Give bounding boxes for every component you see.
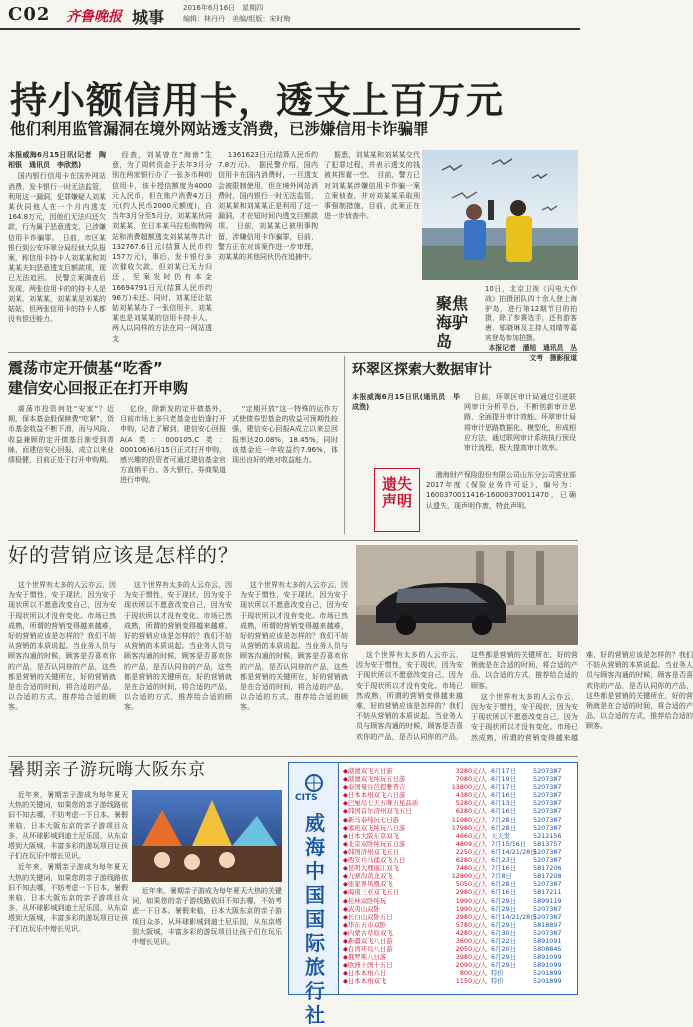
route-name: ◆日本大阪东京双飞 [343, 831, 400, 840]
route-row [343, 840, 575, 848]
japan-trip-text: 近年来，暑期亲子游成为每年夏天大热的关键词，如果您的亲子游线路依旧不知去哪，不妨考虑一下日本。暑假来临，日本大阪东京的亲子游项目众多，从环球影城到迪士尼乐园，从东京塔到大阪城，丰富多彩的游玩项目让孩子们在玩乐中增长见识。 [8, 791, 128, 861]
fund-col-2-text: 亿份，除新发的定开债基外，目前市场上多只老基金也恰逢打开申购，记者了解到，建信安心回报A(A类：000105,C类：000106)6月15日正式打开申购，感兴趣的投资者可通过建信基金官方直销平台、各大银行，券商渠道进行申购。 [120, 405, 226, 485]
route-row [343, 824, 575, 832]
route-row [343, 913, 575, 921]
car-scene [356, 545, 578, 645]
theme-park-photo [132, 790, 282, 882]
lead-byline: 本报威海6月15日讯(记者 陶相银 通讯员 李欣然) [8, 151, 106, 170]
route-name: ◆海南三亚双飞五日 [343, 888, 400, 897]
route-name: ◆港澳双飞纯玩五日游 [343, 775, 406, 784]
lead-col-3 [218, 150, 318, 340]
route-price: 4380元/人 [455, 791, 487, 800]
route-phone: 5891099 [533, 961, 562, 970]
ad-brand-panel [289, 763, 339, 1027]
route-date: 6月28日 [491, 823, 516, 832]
marketing-text: 这个世界有太多的人云亦云，因为安于惯性，安于现状，因为安于现状所以不愿意改变自己，因为安于现状所以才没有变化。市场已然成熟，所谓的营销变得越来越难，好的营销应该是怎样的？我们不妨从营销的本质说起。当业务人员与顾客沟通的时候，顾客是否喜欢你的产品，是否认同你的产品，这些都是营销的关键所在，好的营销就是在合适的时间，将合适的产品，以合适的方式，推荐给合适的顾客。 [8, 581, 116, 712]
route-phone: 5207387 [533, 904, 562, 913]
route-date: 6月29日 [491, 961, 516, 970]
route-phone: 5808845 [533, 945, 562, 954]
notice-body [426, 470, 576, 532]
japan-trip-text: 近年来，暑期亲子游成为每年夏天大热的关键词，如果您的亲子游线路依旧不知去哪，不妨考虑一下日本。暑假来临，日本大阪东京的亲子游项目众多，从环球影城到迪士尼乐园，从东京塔到大阪城，丰富多彩的游玩项目让孩子们在玩乐中增长见识。 [132, 887, 282, 947]
route-price: 4280元/人 [455, 928, 487, 937]
section-name: 城事 [132, 8, 165, 27]
audit-col-1 [352, 392, 460, 462]
route-phone: 5201899 [533, 977, 562, 986]
fund-col-3-text: “定期开放”这一特殊的运作方式使债券型基金的收益可预期性较强，建信安心回报A成立以来总回报率达20.08%，18.45%，同时该基金近一年收益约7.96%，体现出良好的绝对收益能力。 [232, 405, 338, 465]
japan-trip-title: 暑期亲子游玩嗨大阪东京 [8, 760, 206, 780]
route-price: 13800元/人 [451, 783, 487, 792]
photo-story-title [436, 294, 482, 351]
route-row [343, 767, 575, 775]
route-row [343, 977, 575, 985]
route-name: ◆日本本州六日 [343, 969, 387, 978]
route-price: 3280元/人 [455, 767, 487, 775]
route-date: 6月13日 [491, 799, 516, 808]
route-phone: 5891091 [533, 936, 562, 945]
route-date: 6月17日 [491, 767, 516, 775]
route-name: ◆张家界凤凰双飞 [343, 880, 393, 889]
lead-col-2-text: 经查，刘某曾在“海南”生意，为了周转资金于去年3月分别在两家银行办了一张多币种的信用卡，该卡授信额度为4000元人民币，但在账户消费4万日元(约人民币2000元额度)，自当年3月分至5月分，刘某某伙同刘某某，在日本某马拉松购物网站和消费超额透支刘某某等共计132767.6日元(结算人民币约157万元)，事后，发卡银行多次催收欠款，但刘某已无力归还，至案发时仍有本金16694791日元(结算人民币约96万)未还。同时，刘某还让姑姑刘某某办了一张信用卡，刘某某也是刘某某的信用卡持卡人，两人以同样的方法在同一网站透支 [112, 151, 212, 343]
route-price: 2050元/人 [455, 945, 487, 954]
route-date: 6月29日 [491, 953, 516, 962]
route-price: 6280元/人 [455, 856, 487, 865]
route-price: 1990元/人 [455, 904, 487, 913]
route-phone: 5207387 [533, 912, 562, 921]
route-phone: 5207387 [533, 928, 562, 937]
photo-title-line: 聚焦 [436, 294, 469, 313]
fund-col-2 [120, 404, 226, 534]
haiyu-island-photo [422, 150, 578, 280]
route-phone: 5207387 [533, 880, 562, 889]
lead-col-4-text: 据悉，刘某某和刘某某交代了犯罪过程，并表示透支的钱被其挥霍一空。 目前，警方已对刘某某涉嫌信用卡诈骗一案立案侦查，并对刘某某采取刑事强制措施，目前，此案正在进一步侦查中。 [324, 151, 420, 221]
audit-story-title: 环翠区探索大数据审计 [352, 362, 492, 378]
route-row [343, 921, 575, 929]
route-phone: 5817206 [533, 864, 562, 873]
marketing-text: 这个世界有太多的人云亦云，因为安于惯性，安于现状，因为安于现状所以不愿意改变自己，因为安于现状所以才没有变化。市场已然成熟，所谓的营销变得越来越难，好的营销应该是怎样的？我们不妨从营销的本质说起。当业务人员与顾客沟通的时候，顾客是否喜欢你的产品，是否认同你的产品，这些都是营销的关键所在，好的营销就是在合适的时间，将合适的产品，以合适的方式，推荐给合适的顾客。 [240, 581, 348, 712]
route-price: 7480元/人 [455, 864, 487, 873]
route-price: 5050元/人 [455, 880, 487, 889]
route-phone: 5817208 [533, 872, 562, 881]
route-list [343, 767, 575, 986]
route-phone: 5207387 [533, 799, 562, 808]
route-date: 7月15/16日 [491, 839, 527, 848]
route-phone: 5201899 [533, 969, 562, 978]
route-name: ◆韩国首尔济州双飞五日 [343, 807, 412, 816]
route-date: 6月16日 [491, 791, 516, 800]
route-row [343, 945, 575, 953]
route-date: 6月14/21/28日 [491, 847, 537, 856]
route-row [343, 807, 575, 815]
route-date: 6月16日 [491, 807, 516, 816]
route-price: 4660元/人 [455, 831, 487, 840]
route-phone: 5207387 [533, 791, 562, 800]
route-date: 7月16日 [491, 864, 516, 873]
marketing-body [8, 580, 348, 752]
route-phone: 5818897 [533, 920, 562, 929]
route-row [343, 905, 575, 913]
route-date: 6月14/21/28日 [491, 912, 537, 921]
divider [8, 540, 578, 541]
lead-col-1-text: 国内银行信用卡在国外网站消费，发卡银行一时无法监管，利用这一漏洞，犯罪嫌疑人刘某某伙同他人在一个月内透支164.8万元，因他们无法归还欠款，行为属于恶意透支，已涉嫌信用卡诈骗罪。 日前，市区某银行到公安环翠分局经侦大队报案，称信用卡持卡人刘某某和刘某某夫妇恶意透支巨额款项，现已无法追回。 民警立案调查后发现，两张信用卡的的持卡人是刘某、刘某某，刘某某是刘某的姑姑，但两张信用卡的持卡人都没有偿还能力。 [8, 172, 106, 324]
route-date: 6月29日 [491, 920, 516, 929]
masthead-meta [183, 3, 290, 25]
route-phone: 5891099 [533, 953, 562, 962]
notice-title [382, 476, 414, 510]
route-row [343, 832, 575, 840]
ad-logo-text: CITS [295, 793, 318, 803]
route-phone: 5207387 [533, 807, 562, 816]
route-phone: 5207387 [533, 823, 562, 832]
route-date: 6月20日 [491, 945, 516, 954]
route-row [343, 888, 575, 896]
fund-story-title [8, 358, 338, 398]
fund-title-line-1: 震荡市定开债基“吃香” [8, 359, 163, 377]
route-date: 6月17日 [491, 783, 516, 792]
route-price: 1150元/人 [455, 977, 487, 986]
route-name: ◆港澳双飞五日游 [343, 767, 393, 775]
notice-text: 渤海财产保险股份有限公司山东分公司营业部2017年度《保险业务许可证》，编号为：1600370011416-16000370011470，已确认遗失，现声明作废，特此声明。 [426, 471, 576, 510]
route-price: 800元/人 [459, 969, 487, 978]
route-phone: 5207387 [533, 856, 562, 865]
marketing-body-right [356, 650, 693, 750]
route-date: 6月16日 [491, 888, 516, 897]
route-price: 2980元/人 [455, 912, 487, 921]
photo-credit: 本报记者 潘旭 通讯员 丛文考 摄影报道 [488, 343, 577, 362]
masthead [0, 0, 580, 30]
route-name: ◆内蒙古草原双飞 [343, 928, 393, 937]
divider [8, 352, 578, 353]
route-name: ◆昆明大理丽江双飞 [343, 864, 400, 873]
route-price: 2090元/人 [455, 961, 487, 970]
route-phone: 5817211 [533, 888, 562, 897]
route-name: ◆新马泰纯玩七日游 [343, 815, 400, 824]
route-price: 4809元/人 [455, 839, 487, 848]
route-price: 3600元/人 [455, 936, 487, 945]
route-name: ◆日本本州双飞六日游 [343, 791, 406, 800]
audit-byline: 本报威海6月15日讯(通讯员 毕成渔) [352, 393, 460, 412]
route-phone: 5207387 [533, 775, 562, 784]
route-date: 6月28日 [491, 880, 516, 889]
route-row [343, 816, 575, 824]
route-name: ◆九寨沟黄龙双飞 [343, 872, 393, 881]
fund-col-1 [8, 404, 114, 534]
route-date: 6月22日 [491, 936, 516, 945]
route-name: ◆华东五市双卧 [343, 920, 387, 929]
route-name: ◆俄罗斯八日游 [343, 953, 387, 962]
route-price: 2250元/人 [455, 847, 487, 856]
route-phone: 5212156 [533, 831, 562, 840]
route-name: ◆韩国济州双飞五日 [343, 847, 400, 856]
route-date: 7月8日 [491, 872, 512, 881]
route-date: 6月30日 [491, 928, 516, 937]
route-name: ◆武夷山双卧 [343, 904, 380, 913]
route-phone: 5813757 [533, 839, 562, 848]
route-row [343, 929, 575, 937]
route-date: 6月23日 [491, 856, 516, 865]
marketing-story-title: 好的营销应该是怎样的？ [8, 543, 239, 567]
route-price: 12800元/人 [451, 872, 487, 881]
theme-park-scene [132, 790, 282, 882]
route-phone: 5207387 [533, 767, 562, 775]
route-date: 6月19日 [491, 775, 516, 784]
audit-text: 日前，环翠区审计局通过引进联网审计分析平台，不断创新审计思路，全面提升审计效能。环翠审计局将审计思路数据化、模型化，形成相应方法，通过联网审计系统执行预设审计流程，极大提高审计效率。 [464, 393, 576, 453]
notice-title-line: 声明 [382, 492, 413, 510]
audit-col-2 [464, 392, 576, 462]
japan-trip-col-1 [8, 790, 128, 990]
notice-title-line: 遗失 [382, 475, 413, 493]
lead-col-1 [8, 150, 106, 340]
route-date: 6月29日 [491, 904, 516, 913]
editor-credit: 编辑：林丹丹 美编/组版：宋时梅 [183, 15, 291, 23]
column-divider [344, 356, 345, 534]
lead-col-2 [112, 150, 212, 343]
route-name: ◆巴厘岛七天五晚五星品质 [343, 799, 419, 808]
fund-title-line-2: 建信安心回报正在打开申购 [8, 379, 189, 397]
photo-scene [422, 150, 578, 280]
route-row [343, 848, 575, 856]
photo-caption-text: 10日，北京卫视《闪电大作战》拍摄团队四十余人登上海驴岛，进行第12期节目的拍摄，除了参赛选手，还有游客唐、邬晓琳及主持人刘晴等嘉宾登岛参加拍摄。 [485, 285, 577, 342]
route-name: ◆塞班双飞纯玩八日游 [343, 823, 406, 832]
route-phone: 5207387 [533, 815, 562, 824]
route-date: 7月28日 [491, 815, 516, 824]
route-date: 6月29日 [491, 896, 516, 905]
marketing-text: 这个世界有太多的人云亦云，因为安于惯性，安于现状，因为安于现状所以不愿意改变自己，因为安于现状所以才没有变化。市场已然成熟，所谓的营销变得越来越难，好的营销应该是怎样的？我们不妨从营销的本质说起。当业务人员与顾客沟通的时候，顾客是否喜欢你的产品，是否认同你的产品，这些都是营销的关键所在，好的营销就是在合适的时间，将合适的产品，以合适的方式，推荐给合适的顾客。 [124, 581, 232, 712]
route-price: 5280元/人 [455, 799, 487, 808]
route-date: 天天发 [491, 831, 511, 840]
route-phone: 5207387 [533, 847, 562, 856]
route-name: ◆欧洲十国十五日 [343, 961, 393, 970]
route-name: ◆西安兵马俑双飞五日 [343, 856, 406, 865]
route-price: 3980元/人 [455, 953, 487, 962]
route-row [343, 937, 575, 945]
route-row [343, 856, 575, 864]
route-row [343, 775, 575, 783]
route-name: ◆长白山双卧五日 [343, 912, 393, 921]
japan-trip-text: 近年来，暑期亲子游成为每年夏天大热的关键词，如果您的亲子游线路依旧不知去哪，不妨考虑一下日本。暑假来临，日本大阪东京的亲子游项目众多，从环球影城到迪士尼乐园，从东京塔到大阪城，丰富多彩的游玩项目让孩子们在玩乐中增长见识。 [8, 863, 128, 933]
route-name: ◆新疆双飞八日游 [343, 936, 393, 945]
route-name: ◆台湾环岛八日游 [343, 945, 393, 954]
route-price: 11980元/人 [451, 815, 487, 824]
car-photo [356, 545, 578, 645]
marketing-text: 这个世界有太多的人云亦云，因为安于惯性，安于现状，因为安于现状所以不愿意改变自己，因为安于现状所以才没有变化。市场已然成熟，所谓的营销变得越来越难，好的营销应该是怎样的？我们不妨从营销的本质说起。当业务人员与顾客沟通的时候，顾客是否喜欢你的产品，是否认同你的产品，这些都是营销的关键所在，好的营销就是在合适的时间，将合适的产品，以合适的方式，推荐给合适的顾客。 [471, 651, 693, 742]
route-price: 17980元/人 [451, 823, 487, 832]
route-name: ◆日本本州双飞 [343, 977, 387, 986]
divider [8, 756, 578, 757]
route-date: 特价 [491, 977, 504, 986]
page-number: C02 [8, 4, 51, 25]
route-name: ◆泰国曼谷芭提雅普吉 [343, 783, 406, 792]
lead-col-4 [324, 150, 420, 340]
route-phone: 5899119 [533, 896, 562, 905]
newspaper-brand: 齐鲁晚报 [66, 9, 122, 25]
japan-trip-col-2 [132, 886, 282, 990]
route-name: ◆北京双卧纯玩五日游 [343, 839, 406, 848]
issue-date: 2016年6月16日 星期四 [183, 4, 264, 12]
route-price: 5780元/人 [455, 920, 487, 929]
fund-col-1-text: 震荡市投资何处“安家”？近期，保本基金股保赎费“吃紧”，货币基金收益不断下滑，而与风险、收益兼顾的定开债基日渐受到青睐，而建信安心回报，成立以来业绩稳健，目前正处于打开申购期。 [8, 405, 114, 465]
route-price: 6280元/人 [455, 807, 487, 816]
lead-col-3-text: 1361623日元(结算人民币约7.8万元)。 据民警介绍，国内信用卡在国内消费时，一旦透支会被限制使用，但在境外网站消费时，国内银行一时无法监管，刘某某和刘某某正是利用了这一漏洞，才在短时间内透支巨额款项。 日前，刘某某已被刑事拘留，涉嫌信用卡诈骗罪，目前，警方正在对该案作进一步审理，刘某某的其他同伙仍在追捕中。 [218, 151, 318, 262]
route-price: 2980元/人 [455, 888, 487, 897]
ad-company-name: 威海中国国际旅行社 [305, 811, 325, 1027]
lead-headline: 持小额信用卡，透支上百万元 [10, 78, 504, 122]
route-phone: 5207387 [533, 783, 562, 792]
marketing-text: 这个世界有太多的人云亦云，因为安于惯性，安于现状，因为安于现状所以不愿意改变自己，因为安于现状所以才没有变化。市场已然成熟，所谓的营销变得越来越难，好的营销应该是怎样的？我们不妨从营销的本质说起。当业务人员与顾客沟通的时候，顾客是否喜欢你的产品，是否认同你的产品，这些都是营销的关键所在，好的营销就是在合适的时间，将合适的产品，以合适的方式，推荐给合适的顾客。 [356, 651, 578, 741]
route-price: 1990元/人 [455, 896, 487, 905]
route-name: ◆桂林双卧纯玩 [343, 896, 387, 905]
route-price: 7080元/人 [455, 775, 487, 784]
fund-col-3 [232, 404, 338, 534]
route-row [343, 897, 575, 905]
travel-agency-ad [288, 762, 578, 1027]
lead-subheadline: 他们利用监管漏洞在境外网站透支消费，已涉嫌信用卡诈骗罪 [10, 120, 429, 138]
photo-title-line: 海驴岛 [436, 313, 469, 351]
route-date: 特价 [491, 969, 504, 978]
route-row [343, 864, 575, 872]
